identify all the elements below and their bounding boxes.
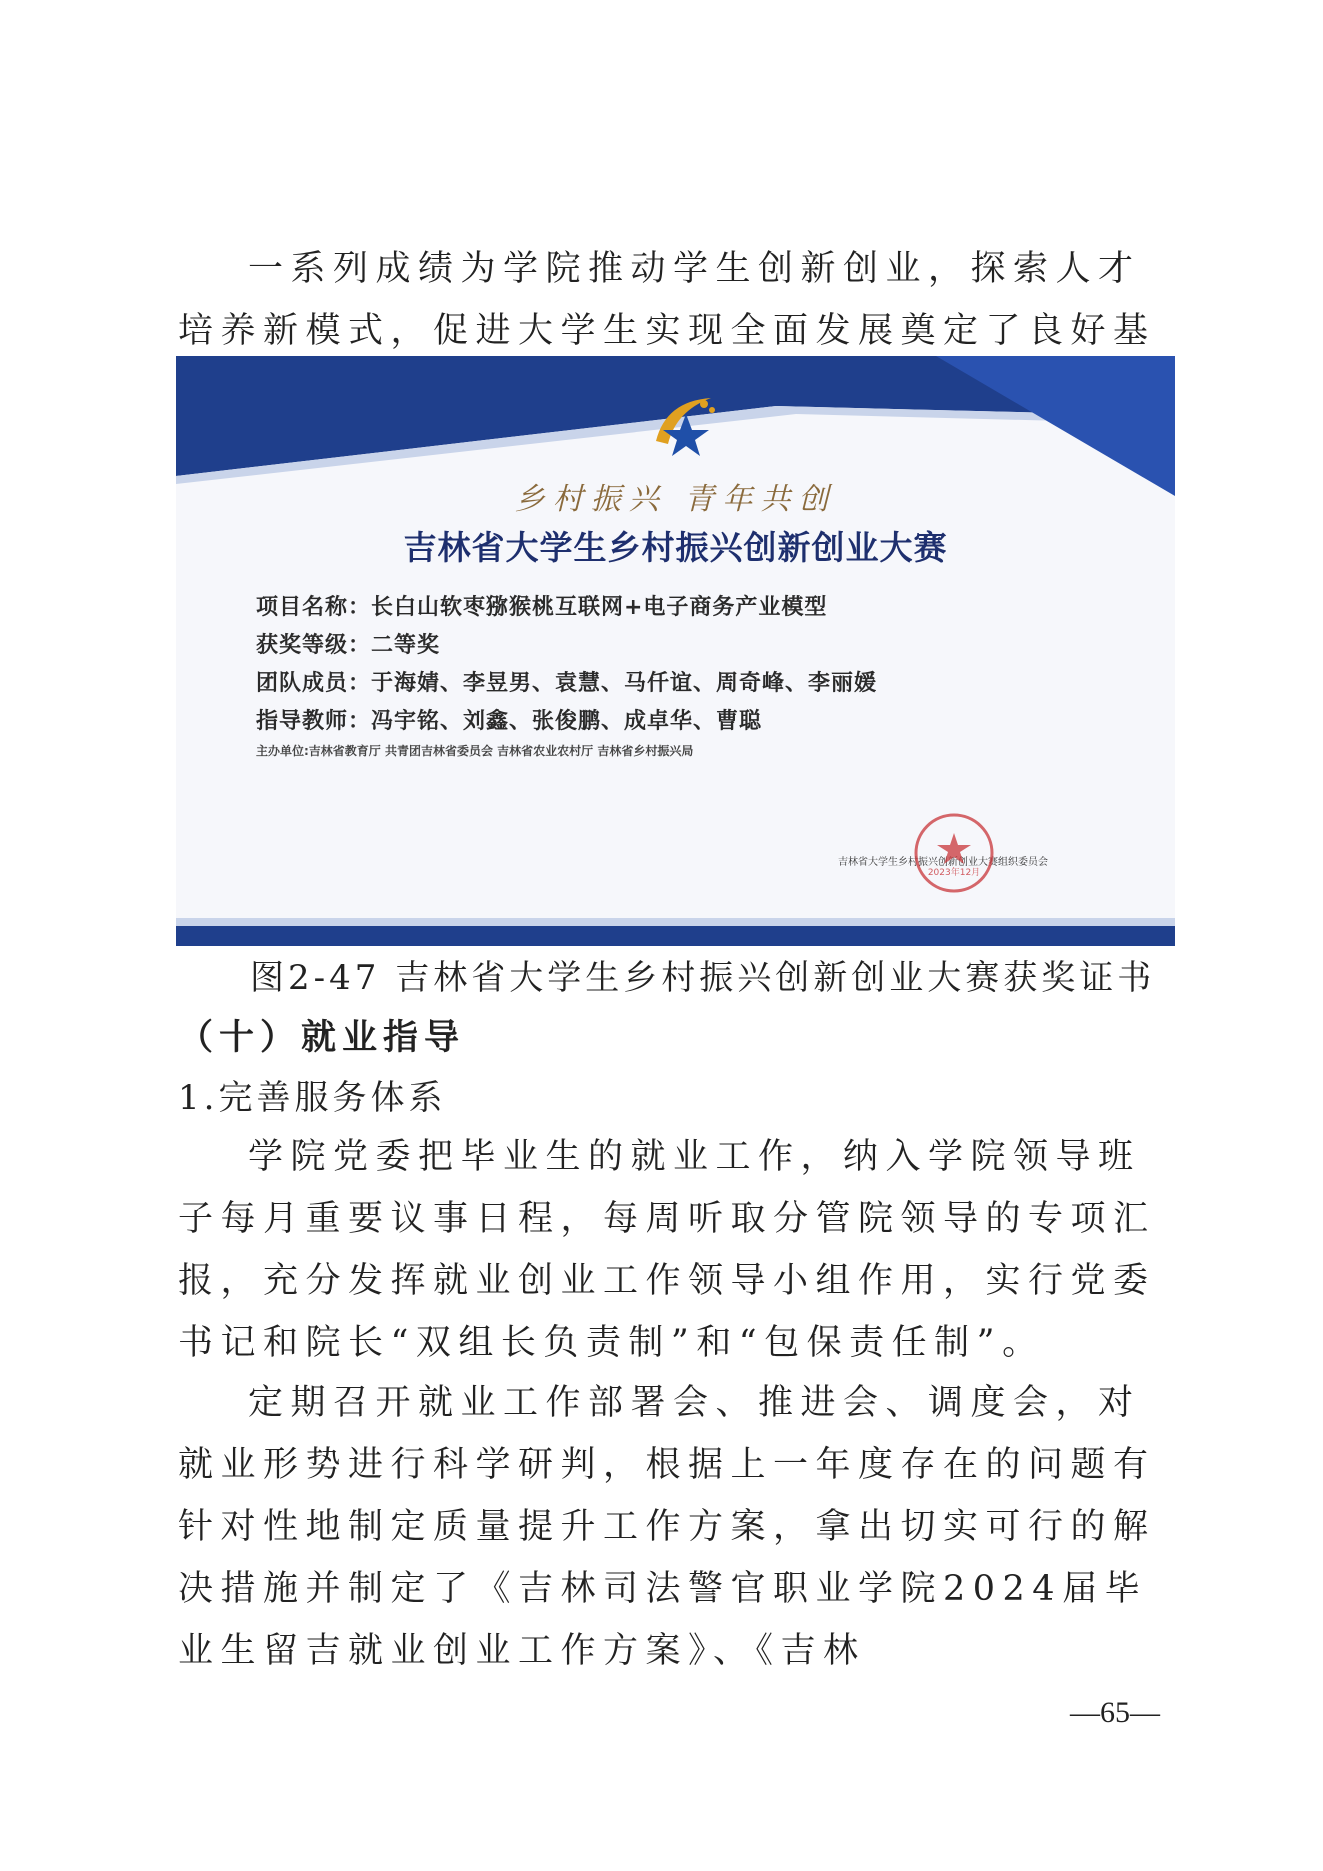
certificate-issuer: 吉林省大学生乡村振兴创新创业大赛组织委员会 xyxy=(838,857,1048,868)
red-seal-icon xyxy=(912,811,996,895)
contest-logo-icon xyxy=(646,386,726,466)
page-number: —65— xyxy=(1070,1696,1160,1729)
certificate-project-name: 项目名称：长白山软枣猕猴桃互联网+电子商务产业模型 xyxy=(256,595,828,620)
section-heading: （十）就业指导 xyxy=(178,1017,466,1058)
bottom-light-stripe xyxy=(176,918,1175,926)
certificate-advisors: 指导教师：冯宇铭、刘鑫、张俊鹏、成卓华、曹聪 xyxy=(256,709,763,734)
certificate-contest-title: 吉林省大学生乡村振兴创新创业大赛 xyxy=(403,528,948,567)
subsection-heading: 1.完善服务体系 xyxy=(178,1078,447,1118)
seal-date: 2023年12月 xyxy=(927,868,981,878)
paragraph-leadership: 学院党委把毕业生的就业工作，纳入学院领导班子每月重要议事日程，每周听取分管院领导的专项汇报，充分发挥就业创业工作领导小组作用，实行党委书记和院长“双组长负责制”和“包保责任制”。 xyxy=(178,1137,1156,1363)
bottom-blue-band xyxy=(176,926,1175,946)
certificate-organizers: 主办单位:吉林省教育厅 共青团吉林省委员会 吉林省农业农村厅 吉林省乡村振兴局 xyxy=(256,744,694,758)
award-certificate-image xyxy=(176,356,1175,946)
certificate-award-level: 获奖等级：二等奖 xyxy=(256,633,441,658)
figure-caption: 图2-47 吉林省大学生乡村振兴创新创业大赛获奖证书 xyxy=(250,958,1156,998)
certificate-team-members: 团队成员：于海婧、李昱男、袁慧、马仟谊、周奇峰、李丽媛 xyxy=(256,671,878,696)
paragraph-intro: 一系列成绩为学院推动学生创新创业，探索人才培养新模式，促进大学生实现全面发展奠定了良好基 xyxy=(178,249,1156,351)
paragraph-meetings: 定期召开就业工作部署会、推进会、调度会，对就业形势进行科学研判，根据上一年度存在的问题有针对性地制定质量提升工作方案，拿出切实可行的解决措施并制定了《吉林司法警官职业学院2024届毕业生留吉就业创业工作方案》、《吉林 xyxy=(178,1383,1156,1671)
certificate-slogan: 乡村振兴 青年共创 xyxy=(514,482,837,517)
